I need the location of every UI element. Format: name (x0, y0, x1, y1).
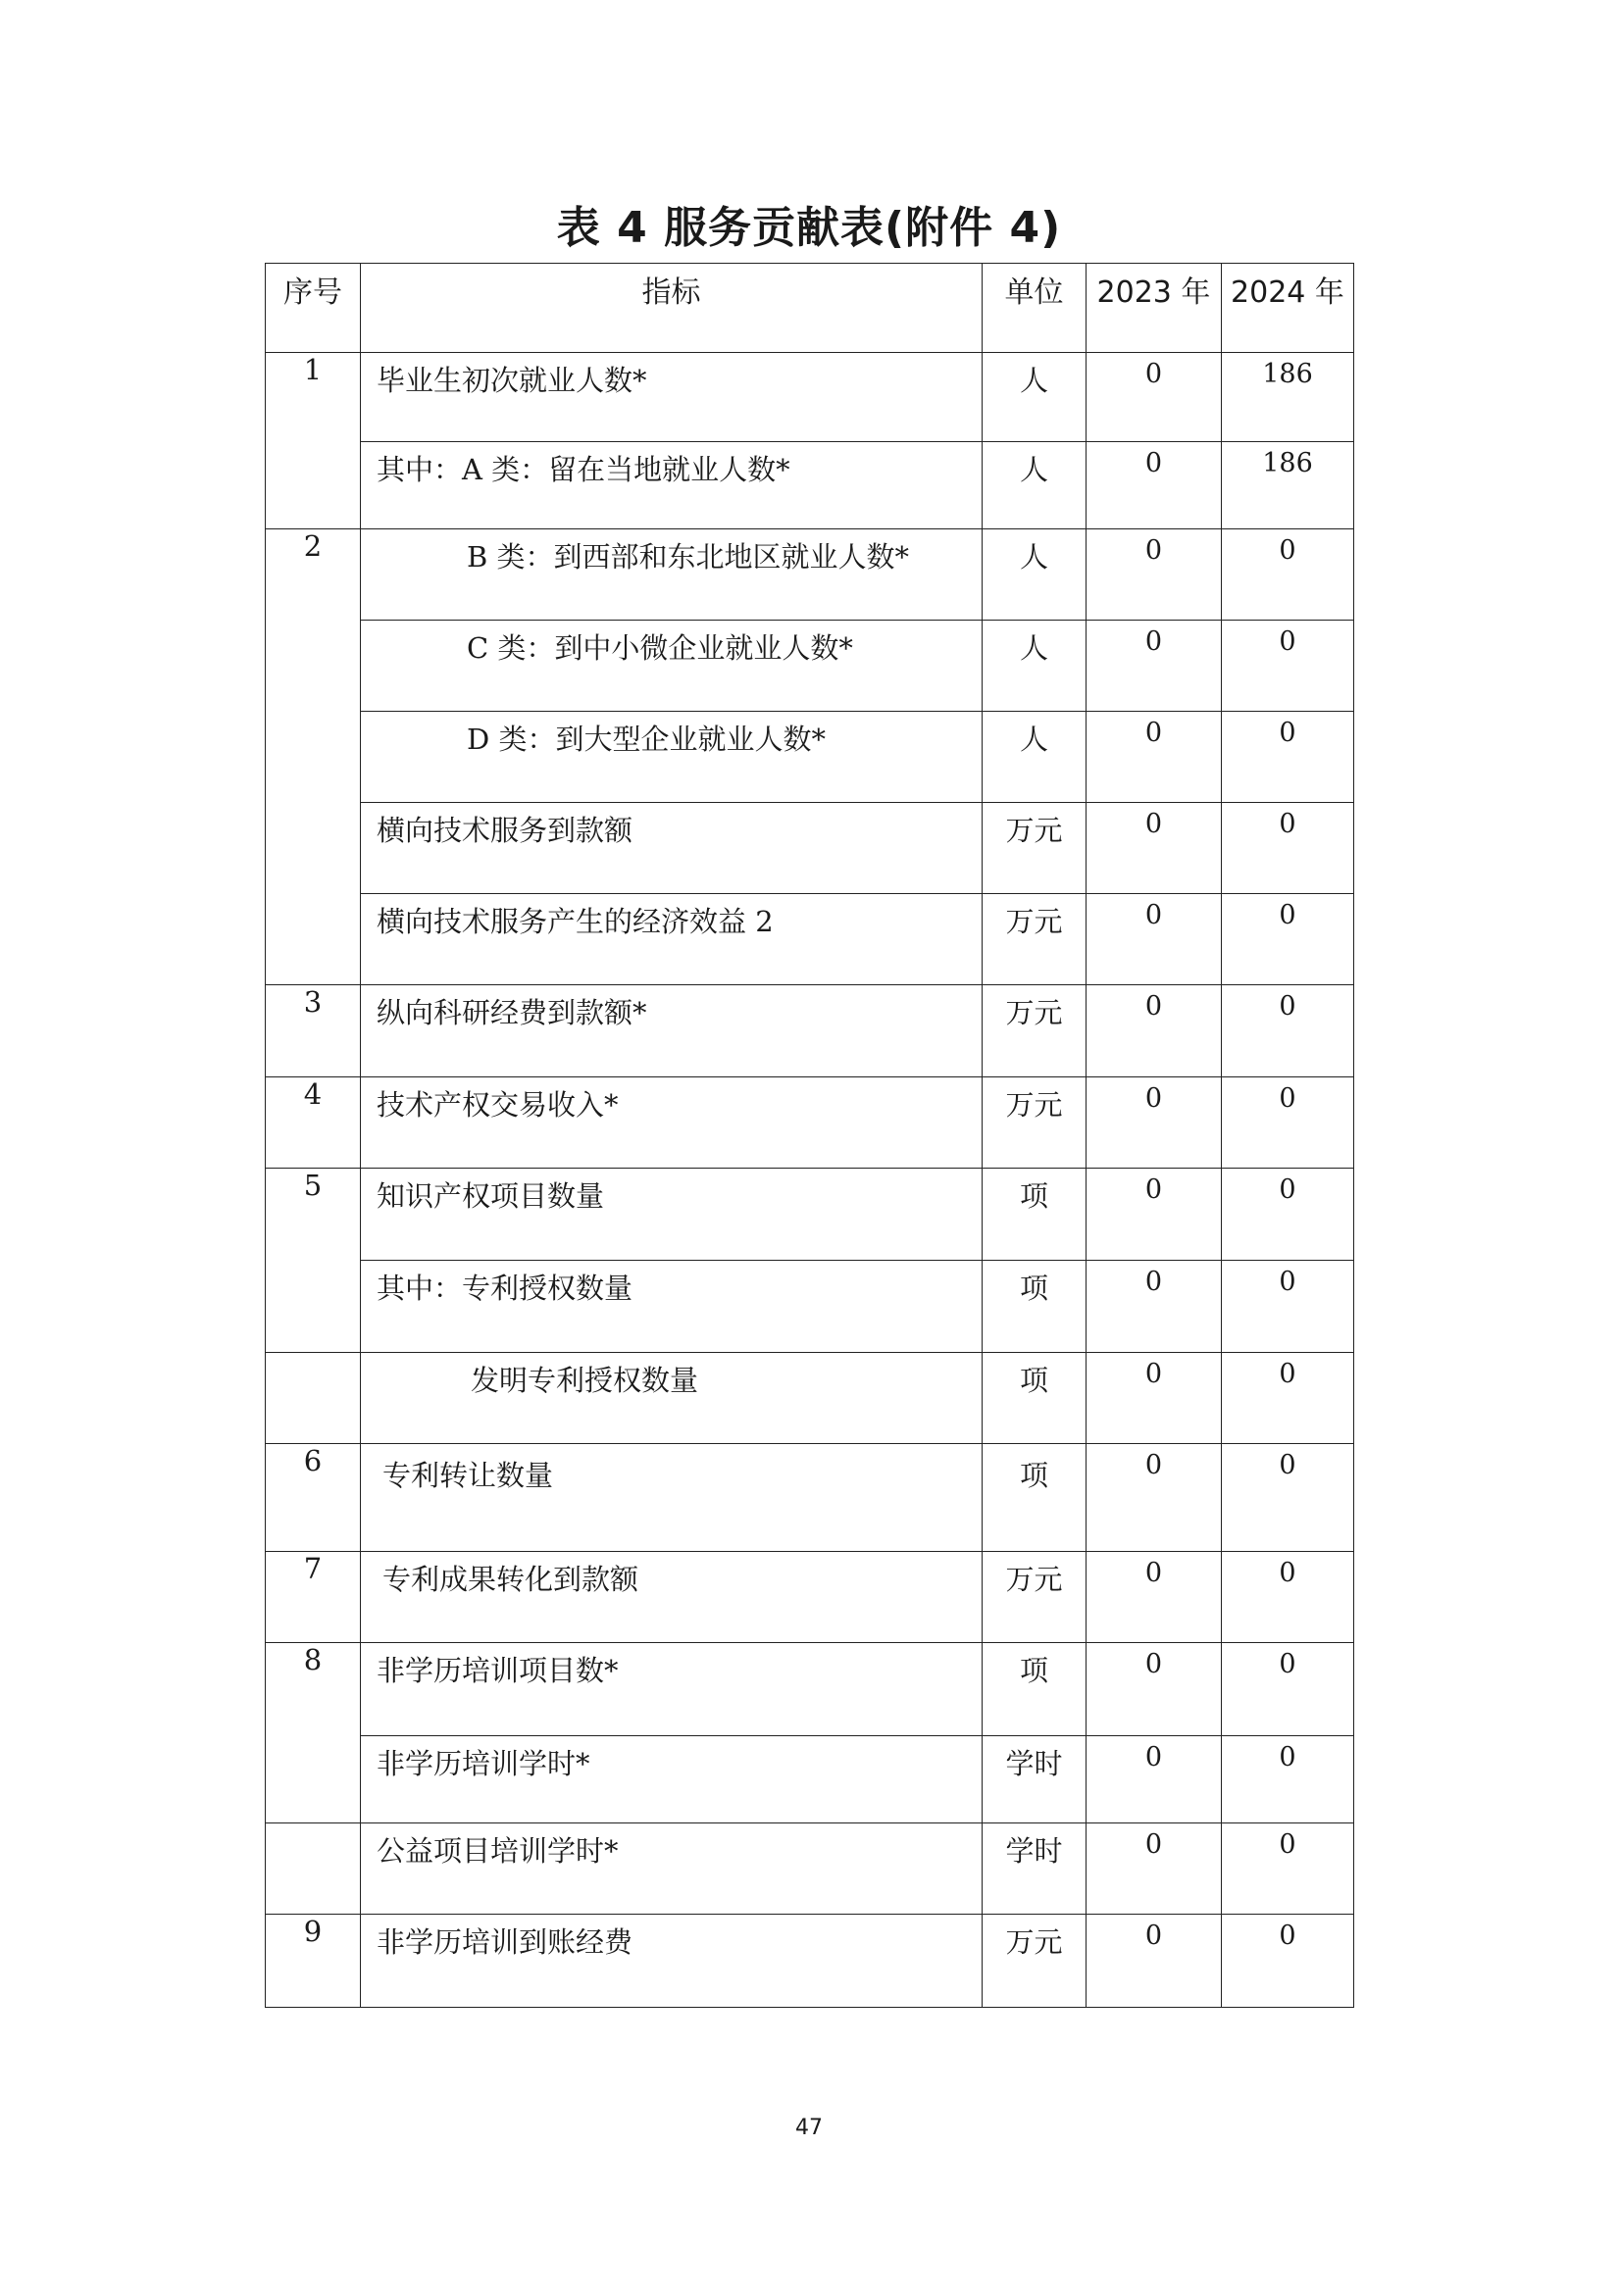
unit-cell: 人 (1019, 723, 1048, 756)
service-contribution-table (265, 263, 1354, 2008)
unit-cell: 项 (1019, 1179, 1048, 1213)
value-2023-cell: 0 (1144, 1450, 1163, 1480)
value-2024-cell: 0 (1279, 626, 1296, 657)
indicator-cell: 横向技术服务到款额 (377, 814, 633, 847)
header-indicator: 指标 (361, 264, 983, 353)
seq-cell-empty (266, 1353, 361, 1444)
indicator-cell: 专利成果转化到款额 (382, 1563, 639, 1596)
value-2023-cell: 0 (1144, 535, 1163, 566)
seq-cell: 8 (266, 1643, 361, 1823)
table-row (266, 894, 1354, 985)
value-2023-cell: 0 (1144, 1558, 1163, 1588)
indicator-cell: 发明专利授权数量 (471, 1364, 699, 1397)
indicator-cell: B 类：到西部和东北地区就业人数* (467, 540, 910, 574)
table-row (266, 353, 1354, 442)
indicator-cell: 其中：A 类：留在当地就业人数* (377, 453, 790, 486)
value-2024-cell: 0 (1279, 1742, 1296, 1772)
indicator-cell: 非学历培训项目数* (377, 1654, 619, 1687)
indicator-cell: 纵向科研经费到款额* (377, 996, 647, 1029)
header-2024: 2024 年 (1222, 264, 1354, 353)
value-2024-cell: 186 (1262, 448, 1313, 478)
table-row (266, 1823, 1354, 1915)
table-row (266, 1261, 1354, 1353)
seq-cell: 7 (266, 1552, 361, 1643)
indicator-cell: 横向技术服务产生的经济效益 2 (377, 905, 774, 938)
value-2024-cell: 0 (1279, 718, 1296, 748)
page-title: 表 4 服务贡献表(附件 4) (556, 203, 1062, 253)
table-row (266, 1169, 1354, 1261)
value-2023-cell: 0 (1144, 809, 1163, 839)
unit-cell: 万元 (1005, 1088, 1063, 1122)
value-2023-cell: 0 (1144, 448, 1163, 478)
value-2023-cell: 0 (1144, 991, 1163, 1022)
value-2023-cell: 0 (1144, 1742, 1163, 1772)
header-2023: 2023 年 (1087, 264, 1222, 353)
unit-cell: 学时 (1005, 1747, 1063, 1780)
value-2024-cell: 0 (1279, 809, 1296, 839)
indicator-cell: 技术产权交易收入* (377, 1088, 619, 1122)
table-row (266, 621, 1354, 712)
unit-cell: 万元 (1005, 1925, 1063, 1959)
value-2024-cell: 0 (1279, 535, 1296, 566)
table-row (266, 1353, 1354, 1444)
value-2023-cell: 0 (1144, 1649, 1163, 1679)
value-2023-cell: 0 (1144, 1174, 1163, 1205)
table-row (266, 529, 1354, 621)
unit-cell: 人 (1019, 631, 1048, 665)
indicator-cell: 非学历培训学时* (377, 1747, 590, 1780)
value-2023-cell: 0 (1144, 1083, 1163, 1114)
unit-cell: 项 (1019, 1654, 1048, 1687)
unit-cell: 项 (1019, 1364, 1048, 1397)
header-seq: 序号 (266, 264, 361, 353)
table-row (266, 712, 1354, 803)
unit-cell: 项 (1019, 1272, 1048, 1305)
value-2024-cell: 0 (1279, 1829, 1296, 1860)
value-2024-cell: 0 (1279, 1359, 1296, 1389)
value-2024-cell: 0 (1279, 1083, 1296, 1114)
table-row (266, 1077, 1354, 1169)
value-2024-cell: 186 (1262, 359, 1313, 389)
unit-cell: 项 (1019, 1459, 1048, 1492)
table-header-row (266, 264, 1354, 353)
indicator-cell: 毕业生初次就业人数* (377, 364, 647, 397)
value-2024-cell: 0 (1279, 1558, 1296, 1588)
unit-cell: 学时 (1005, 1834, 1063, 1868)
unit-cell: 万元 (1005, 1563, 1063, 1596)
value-2023-cell: 0 (1144, 359, 1163, 389)
value-2024-cell: 0 (1279, 1174, 1296, 1205)
value-2023-cell: 0 (1144, 626, 1163, 657)
value-2024-cell: 0 (1279, 900, 1296, 930)
indicator-cell: 知识产权项目数量 (377, 1179, 605, 1213)
table-row (266, 803, 1354, 894)
seq-cell: 9 (266, 1915, 361, 2008)
seq-cell-empty (266, 1823, 361, 1915)
value-2024-cell: 0 (1279, 1649, 1296, 1679)
seq-cell: 6 (266, 1444, 361, 1552)
indicator-cell: D 类：到大型企业就业人数* (467, 723, 826, 756)
seq-cell: 4 (266, 1077, 361, 1169)
value-2024-cell: 0 (1279, 1450, 1296, 1480)
value-2023-cell: 0 (1144, 900, 1163, 930)
value-2023-cell: 0 (1144, 1359, 1163, 1389)
unit-cell: 人 (1019, 364, 1048, 397)
value-2023-cell: 0 (1144, 1921, 1163, 1951)
value-2024-cell: 0 (1279, 1921, 1296, 1951)
table-row (266, 442, 1354, 529)
page-number: 47 (795, 2116, 823, 2140)
table-row (266, 1736, 1354, 1823)
unit-cell: 万元 (1005, 996, 1063, 1029)
unit-cell: 人 (1019, 453, 1048, 486)
unit-cell: 万元 (1005, 814, 1063, 847)
indicator-cell: 专利转让数量 (382, 1459, 554, 1492)
value-2024-cell: 0 (1279, 991, 1296, 1022)
value-2023-cell: 0 (1144, 1267, 1163, 1297)
header-unit: 单位 (983, 264, 1087, 353)
indicator-cell: 其中：专利授权数量 (377, 1272, 633, 1305)
seq-cell: 2 (266, 529, 361, 985)
table-row (266, 985, 1354, 1077)
table-row (266, 1915, 1354, 2008)
value-2024-cell: 0 (1279, 1267, 1296, 1297)
table-row (266, 1552, 1354, 1643)
table-row (266, 1643, 1354, 1736)
value-2023-cell: 0 (1144, 718, 1163, 748)
indicator-cell: 公益项目培训学时* (377, 1834, 619, 1868)
table-row (266, 1444, 1354, 1552)
seq-cell: 1 (266, 353, 361, 529)
indicator-cell: 非学历培训到账经费 (377, 1925, 633, 1959)
value-2023-cell: 0 (1144, 1829, 1163, 1860)
seq-cell: 5 (266, 1169, 361, 1353)
indicator-cell: C 类：到中小微企业就业人数* (467, 631, 853, 665)
unit-cell: 人 (1019, 540, 1048, 574)
seq-cell: 3 (266, 985, 361, 1077)
unit-cell: 万元 (1005, 905, 1063, 938)
